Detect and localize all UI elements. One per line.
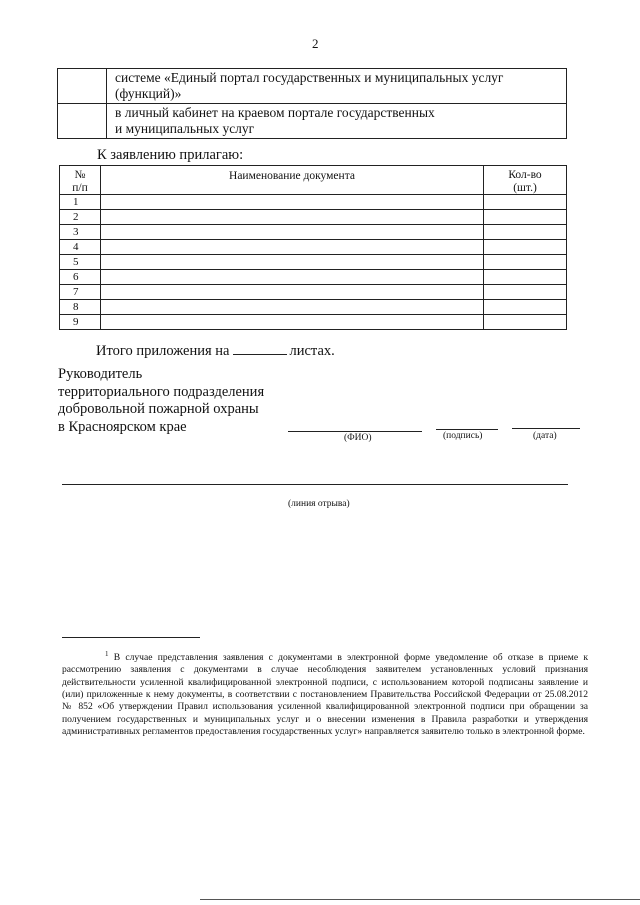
quantity-cell[interactable] [484, 315, 567, 330]
document-name-cell[interactable] [101, 285, 484, 300]
document-name-cell[interactable] [101, 315, 484, 330]
document-name-cell[interactable] [101, 195, 484, 210]
row-number: 7 [60, 285, 101, 300]
table-row [60, 315, 567, 330]
date-label: (дата) [533, 431, 557, 441]
attachments-total [96, 342, 335, 360]
signature-line[interactable] [436, 429, 498, 430]
row-number: 8 [60, 300, 101, 315]
row-number: 4 [60, 240, 101, 255]
row-number: 9 [60, 315, 101, 330]
header-number-line: № [74, 169, 86, 181]
table-row [60, 285, 567, 300]
document-name-cell[interactable] [101, 240, 484, 255]
row-number: 5 [60, 255, 101, 270]
document-name-cell[interactable] [101, 255, 484, 270]
delivery-option-line: и муниципальных услуг [115, 121, 255, 136]
head-title-line: Руководитель [58, 366, 143, 382]
delivery-option-checkbox[interactable] [58, 104, 107, 139]
quantity-cell[interactable] [484, 240, 567, 255]
total-suffix: листах. [289, 343, 335, 359]
footnote-separator [62, 637, 200, 638]
delivery-option-line: системе «Единый портал государственных и муниципальных услуг [115, 70, 504, 85]
tear-line-label: (линия отрыва) [288, 499, 350, 509]
row-number: 3 [60, 225, 101, 240]
delivery-method-table [57, 68, 567, 139]
table-row [60, 270, 567, 285]
row-number: 6 [60, 270, 101, 285]
table-row [60, 210, 567, 225]
header-quantity-line: Кол-во [508, 169, 542, 181]
sheets-count-field[interactable] [233, 342, 287, 355]
delivery-option-line: (функций)» [115, 86, 182, 101]
delivery-option-text [107, 104, 567, 139]
document-name-cell[interactable] [101, 225, 484, 240]
attached-documents-table [59, 165, 567, 330]
delivery-option-row [58, 104, 567, 139]
head-title [58, 366, 264, 436]
table-row [60, 225, 567, 240]
table-row [60, 300, 567, 315]
footnote-marker: 1 [105, 650, 109, 658]
fio-line[interactable] [288, 431, 422, 432]
header-number [60, 166, 101, 195]
table-row [60, 195, 567, 210]
quantity-cell[interactable] [484, 300, 567, 315]
date-line[interactable] [512, 428, 580, 429]
page-number: 2 [312, 36, 319, 51]
table-header-row [60, 166, 567, 195]
quantity-cell[interactable] [484, 195, 567, 210]
head-title-line: в Красноярском крае [58, 418, 187, 435]
quantity-cell[interactable] [484, 210, 567, 225]
quantity-cell[interactable] [484, 270, 567, 285]
footnote [62, 648, 588, 738]
header-quantity-line: (шт.) [513, 181, 537, 194]
table-row [60, 240, 567, 255]
head-title-line: добровольной пожарной охраны [58, 401, 259, 417]
quantity-cell[interactable] [484, 285, 567, 300]
row-number: 1 [60, 195, 101, 210]
header-quantity [484, 166, 567, 195]
header-document-name: Наименование документа [101, 166, 484, 195]
document-name-cell[interactable] [101, 270, 484, 285]
document-name-cell[interactable] [101, 300, 484, 315]
table-row [60, 255, 567, 270]
delivery-option-row [58, 69, 567, 104]
delivery-option-line: в личный кабинет на краевом портале государственных [115, 105, 435, 120]
document-name-cell[interactable] [101, 210, 484, 225]
signature-label: (подпись) [443, 431, 483, 441]
fio-label: (ФИО) [344, 433, 372, 443]
attachment-intro: К заявлению прилагаю: [97, 147, 244, 163]
quantity-cell[interactable] [484, 255, 567, 270]
quantity-cell[interactable] [484, 225, 567, 240]
head-title-line: территориального подразделения [58, 383, 265, 400]
row-number: 2 [60, 210, 101, 225]
footnote-text: В случае представления заявления с документами в электронной форме уведомление об отказе в приеме к рассмотрению заявления с документами в случае несоблюдения заявителем установленных условий признания действительности усиленной квалифицированной электронной подписи, с использованием которой подписаны заявление и (или) приложенные к нему документы, в соответствии с постановлением Правительства Российской Федерации от 25.08.2012 № 852 «Об утверждении Правил использования усиленной квалифицированной электронной подписи при обращении за получением государственных и муниципальных услуг и о внесении изменения в Правила разработки и утверждения административных регламентов предоставления государственных услуг» направляется заявителю только в электронной форме. [62, 652, 588, 737]
total-prefix: Итого приложения на [96, 343, 230, 359]
header-number-line: п/п [72, 181, 88, 194]
delivery-option-text [107, 69, 567, 104]
page-bottom-rule [200, 899, 640, 900]
delivery-option-checkbox[interactable] [58, 69, 107, 104]
tear-line [62, 484, 568, 485]
